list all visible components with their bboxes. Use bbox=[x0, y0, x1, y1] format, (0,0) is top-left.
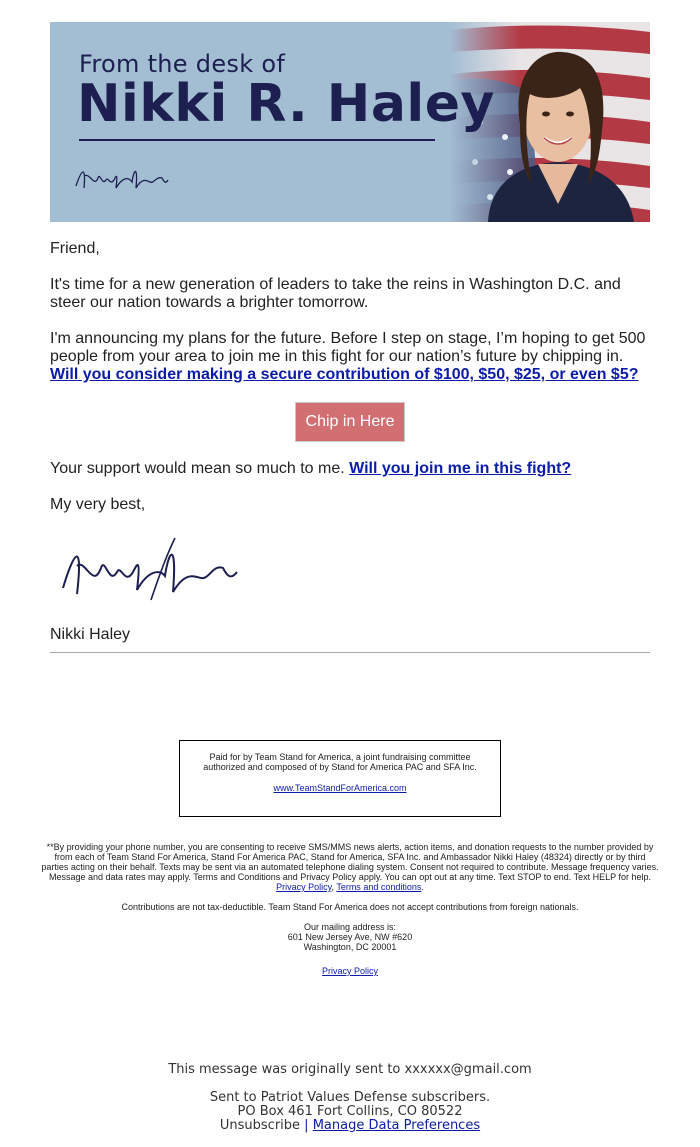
tax-disclaimer: Contributions are not tax-deductible. Team Stand For America does not accept contributions from foreign nationals. bbox=[121, 902, 579, 912]
address-line-2: Washington, DC 20001 bbox=[303, 942, 397, 952]
po-box-text: PO Box 461 Fort Collins, CO 80522 bbox=[237, 1104, 463, 1119]
privacy-policy-link[interactable]: Privacy Policy bbox=[321, 966, 378, 976]
privacy-policy-link-inline[interactable]: Privacy Policy bbox=[276, 882, 332, 892]
contribution-link[interactable]: Will you consider making a secure contribution of $100, $50, $25, or even $5? bbox=[50, 366, 639, 383]
support-line bbox=[50, 460, 650, 478]
header-banner bbox=[50, 22, 650, 222]
unsubscribe-link[interactable]: Unsubscribe bbox=[219, 1118, 301, 1133]
signature-image bbox=[55, 528, 245, 604]
support-text: Your support would mean so much to me. bbox=[50, 460, 345, 477]
footer-links bbox=[0, 1118, 700, 1133]
paid-for-disclaimer bbox=[179, 740, 501, 817]
mailing-address bbox=[40, 922, 660, 952]
banner-name-text: Nikki R. Haley bbox=[77, 74, 495, 134]
manage-preferences-link[interactable]: Manage Data Preferences bbox=[312, 1118, 481, 1133]
paragraph-intro: It's time for a new generation of leaders to take the reins in Washington D.C. and steer our nation towards a brighter tomorrow. bbox=[50, 276, 621, 311]
address-line-1: 601 New Jersey Ave, NW #620 bbox=[287, 932, 413, 942]
sms-consent-text: **By providing your phone number, you are consenting to receive SMS/MMS news alerts, action items, and donation requests to the number provided by from each of Team Stand For America, Stand For America PAC, Stand for America, SFA Inc. and Ambassador Nikki Haley (48324) directly or by third parties acting on their behalf. Texts may be sent via an automated telephone dialing system. Consent not required to contribute. Message frequency varies. Message and data rates may apply. Terms and Conditions and Privacy Policy apply. You can opt out at any time. Text STOP to end. Text HELP for help. Privacy Policy, Terms and conditions. bbox=[41, 842, 659, 892]
divider bbox=[50, 652, 650, 653]
closing: My very best, bbox=[50, 496, 146, 513]
join-fight-link[interactable]: Will you join me in this fight? bbox=[349, 460, 572, 477]
greeting: Friend, bbox=[50, 240, 100, 257]
portrait-image bbox=[468, 34, 650, 222]
footer-separator: | bbox=[304, 1118, 309, 1133]
privacy-policy-row bbox=[40, 966, 660, 976]
banner-from-text: From the desk of bbox=[79, 50, 286, 78]
banner-divider bbox=[79, 139, 435, 141]
terms-link[interactable]: Terms and conditions bbox=[336, 882, 422, 892]
sent-to-text: This message was originally sent to xxxxxx@gmail.com bbox=[168, 1062, 532, 1077]
mailing-label: Our mailing address is: bbox=[303, 922, 397, 932]
team-stand-for-america-link[interactable]: www.TeamStandForAmerica.com bbox=[273, 783, 407, 793]
paid-for-text: Paid for by Team Stand for America, a joint fundraising committee authorized and composed of by Stand for America PAC and SFA Inc. bbox=[203, 752, 477, 772]
consent-text: **By providing your phone number, you are consenting to receive SMS/MMS news alerts, action items, and donation requests to the number provided by from each of Team Stand For America, Stand For America PAC, Stand for America, SFA Inc. and Ambassador Nikki Haley (48324) directly or by third parties acting on their behalf. Texts may be sent via an automated telephone dialing system. Consent not required to contribute. Message frequency varies. Message and data rates may apply. Terms and Conditions and Privacy Policy apply. You can opt out at any time. Text STOP to end. Text HELP for help. bbox=[41, 842, 659, 882]
announcement-text: I'm announcing my plans for the future. Before I step on stage, I’m hoping to get 500 people from your area to join me in this fight for our nation’s future by chipping in. bbox=[50, 330, 646, 365]
paragraph-announcement bbox=[50, 330, 650, 384]
subscribers-text: Sent to Patriot Values Defense subscribers. bbox=[209, 1090, 491, 1105]
chip-in-button[interactable]: Chip in Here bbox=[295, 402, 405, 442]
banner-signature-image bbox=[72, 158, 172, 198]
signer-name: Nikki Haley bbox=[50, 626, 131, 643]
